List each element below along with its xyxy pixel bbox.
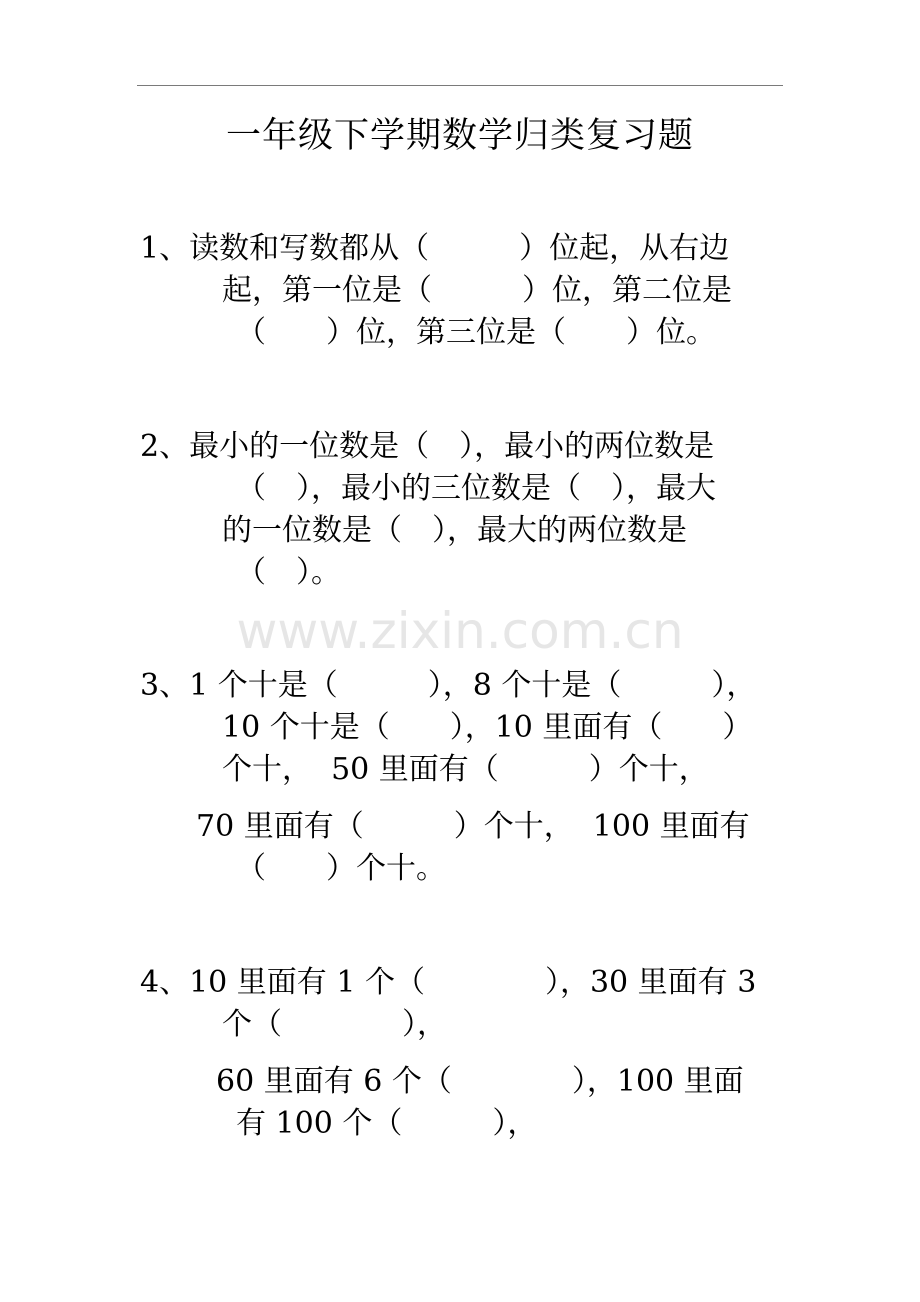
question-line: 60 里面有 6 个（ ），100 里面 [216, 1064, 744, 1099]
watermark: www.zixin.com.cn [236, 602, 684, 660]
question-line: 有 100 个（ ）， [236, 1106, 538, 1141]
question-line: 起，第一位是（ ）位，第二位是 [222, 273, 732, 308]
question-line: 个（ ）， [222, 1007, 447, 1042]
question-line: 2、最小的一位数是（ ），最小的两位数是 [140, 429, 715, 464]
question-line: （ ），最小的三位数是（ ），最大 [236, 471, 716, 506]
question-line: 个十， 50 里面有（ ）个十， [222, 752, 709, 787]
page-title: 一年级下学期数学归类复习题 [225, 116, 694, 156]
question-line: 4、10 里面有 1 个（ ），30 里面有 3 [140, 965, 757, 1000]
question-line: （ ）个十。 [236, 851, 446, 886]
question-line: 70 里面有（ ）个十， 100 里面有 [196, 809, 750, 844]
question-line: 的一位数是（ ），最大的两位数是 [222, 513, 687, 548]
question-line: 3、1 个十是（ ），8 个十是（ ）， [140, 668, 757, 703]
question-line: 1、读数和写数都从（ ）位起，从右边 [140, 231, 730, 266]
question-line: 10 个十是（ ），10 里面有（ ） [222, 710, 753, 745]
header-rule [137, 85, 783, 86]
question-line: （ ）。 [236, 555, 341, 590]
question-line: （ ）位，第三位是（ ）位。 [236, 315, 716, 350]
